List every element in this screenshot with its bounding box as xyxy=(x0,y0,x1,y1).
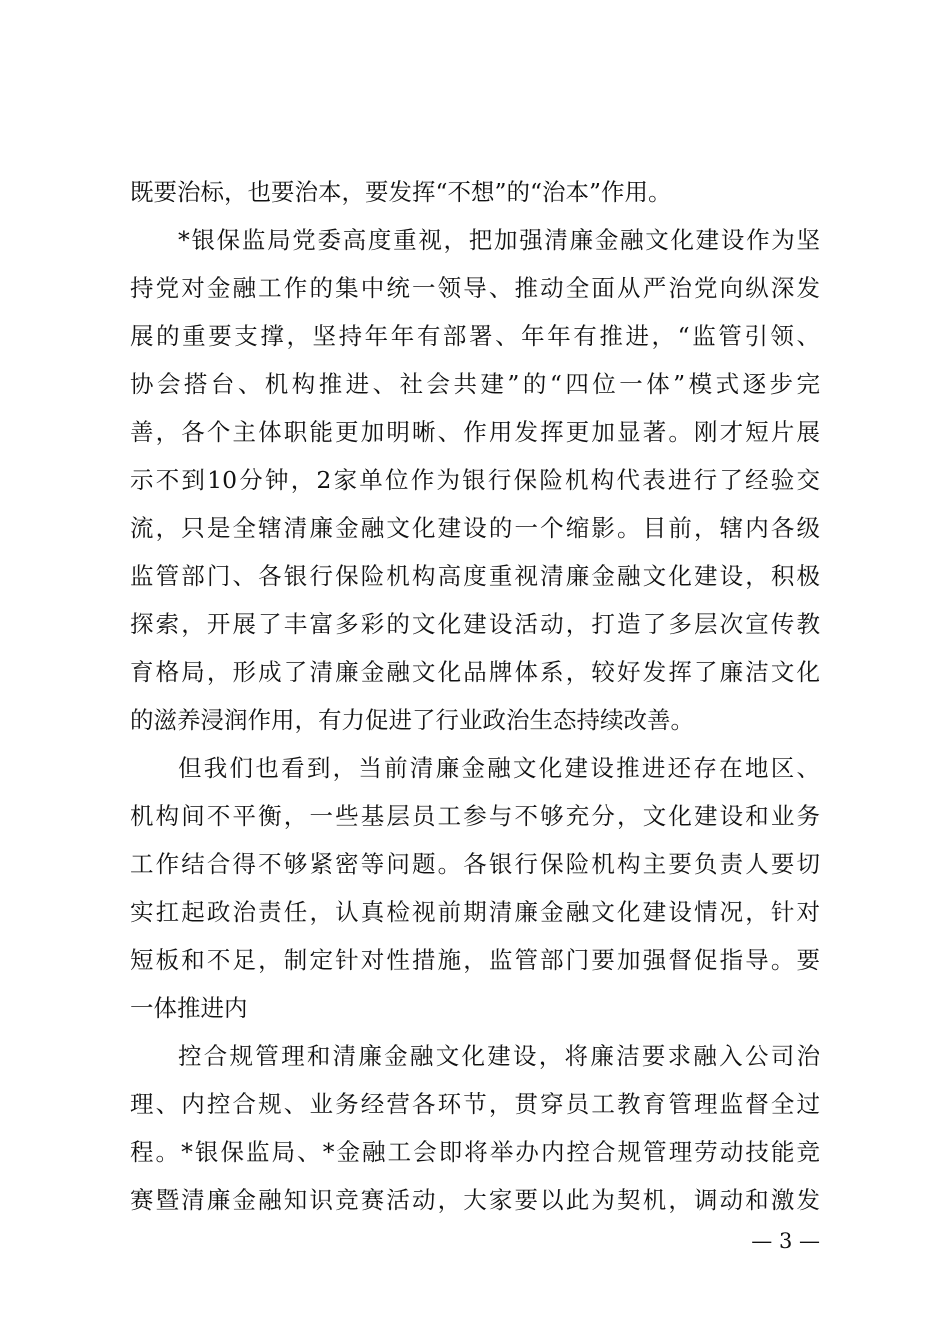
text-line: 程。*银保监局、*金融工会即将举办内控合规管理劳动技能竞 xyxy=(130,1138,820,1166)
text-line: 的滋养浸润作用，有力促进了行业政治生态持续改善。 xyxy=(130,706,694,734)
text-line: 持党对金融工作的集中统一领导、推动全面从严治党向纵深发 xyxy=(130,274,820,302)
text-line: 实扛起政治责任，认真检视前期清廉金融文化建设情况，针对 xyxy=(130,898,820,926)
text-line: *银保监局党委高度重视，把加强清廉金融文化建设作为坚 xyxy=(178,226,820,254)
text-line: 一体推进内 xyxy=(130,994,248,1022)
text-line: 机构间不平衡，一些基层员工参与不够充分，文化建设和业务 xyxy=(130,802,820,830)
text-line: 但我们也看到，当前清廉金融文化建设推进还存在地区、 xyxy=(178,754,820,782)
text-line: 协会搭台、机构推进、社会共建”的“四位一体”模式逐步完 xyxy=(130,370,820,398)
text-line: 短板和不足，制定针对性措施，监管部门要加强督促指导。要 xyxy=(130,946,820,974)
text-line: 善，各个主体职能更加明晰、作用发挥更加显著。刚才短片展 xyxy=(130,418,820,446)
text-line: 示不到10分钟，2家单位作为银行保险机构代表进行了经验交 xyxy=(130,466,820,494)
page-number: — 3 — xyxy=(751,1229,820,1253)
text-line: 赛暨清廉金融知识竞赛活动，大家要以此为契机，调动和激发 xyxy=(130,1186,820,1214)
text-line: 既要治标，也要治本，要发挥“不想”的“治本”作用。 xyxy=(130,178,672,206)
text-line: 理、内控合规、业务经营各环节，贯穿员工教育管理监督全过 xyxy=(130,1090,820,1118)
text-line: 探索，开展了丰富多彩的文化建设活动，打造了多层次宣传教 xyxy=(130,610,820,638)
text-line: 控合规管理和清廉金融文化建设，将廉洁要求融入公司治 xyxy=(178,1042,820,1070)
text-line: 流，只是全辖清廉金融文化建设的一个缩影。目前，辖内各级 xyxy=(130,514,820,542)
text-line: 监管部门、各银行保险机构高度重视清廉金融文化建设，积极 xyxy=(130,562,820,590)
text-line: 育格局，形成了清廉金融文化品牌体系，较好发挥了廉洁文化 xyxy=(130,658,820,686)
text-line: 展的重要支撑，坚持年年有部署、年年有推进，“监管引领、 xyxy=(130,322,820,350)
text-line: 工作结合得不够紧密等问题。各银行保险机构主要负责人要切 xyxy=(130,850,820,878)
